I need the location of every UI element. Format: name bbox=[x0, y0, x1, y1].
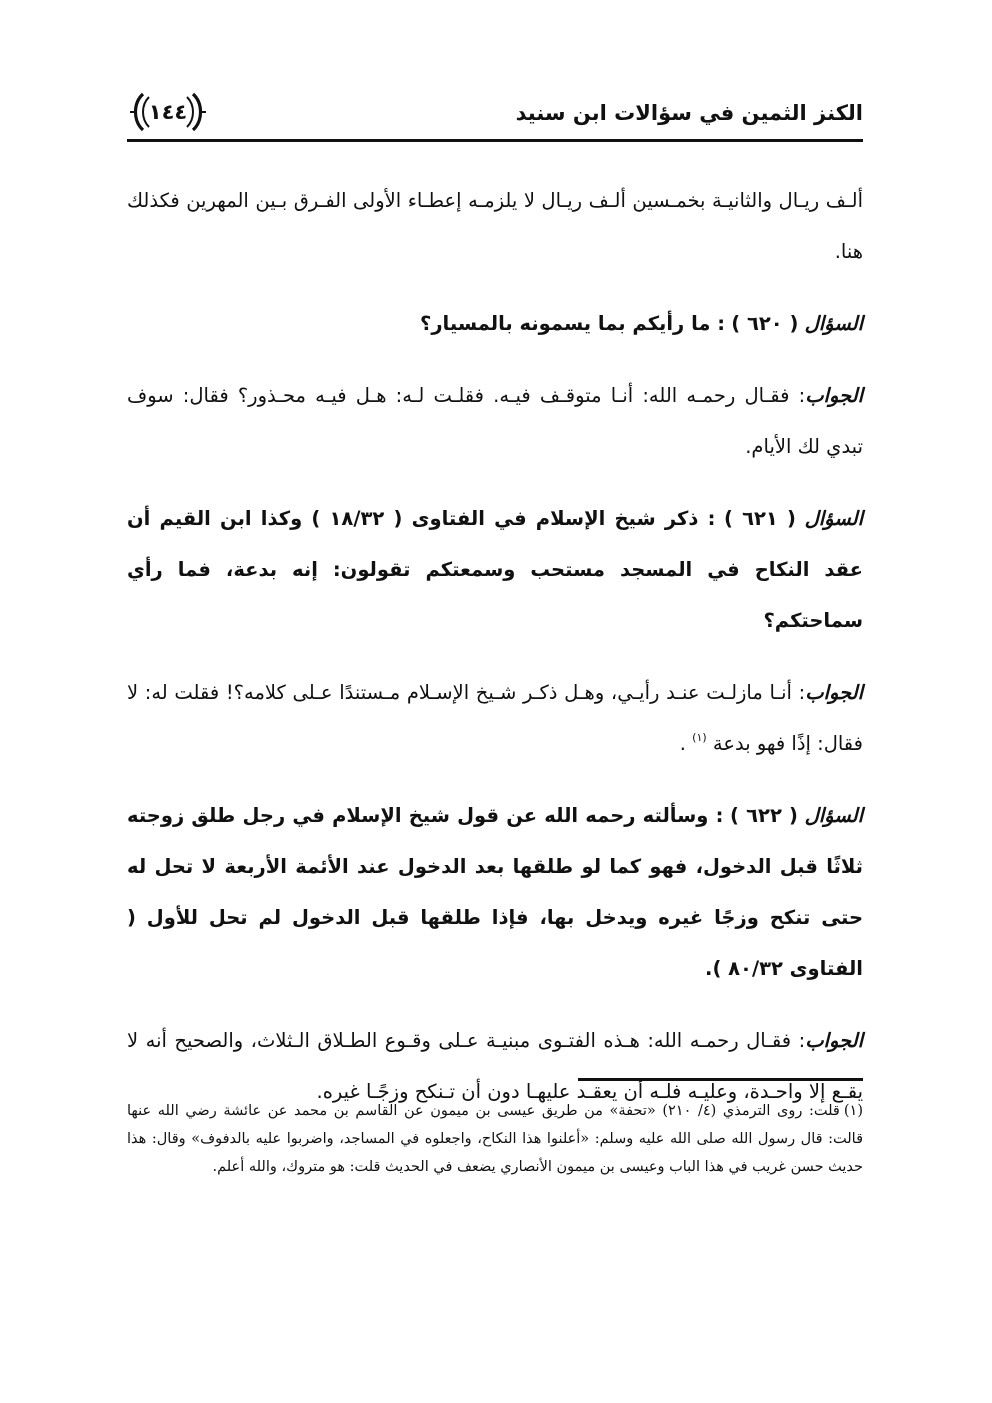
footnote-number: (١) bbox=[843, 1103, 863, 1119]
question-number: ( ٦٢٠ ) bbox=[731, 312, 799, 335]
question-number: ( ٦٢٢ ) bbox=[730, 804, 798, 827]
continuation-paragraph bbox=[127, 175, 863, 277]
footnote-reference[interactable]: (١) bbox=[692, 731, 707, 744]
answer-text-tail: . bbox=[679, 732, 686, 755]
page-number: ١٤٤ bbox=[148, 100, 188, 124]
footnote-text: قلت: روى الترمذي (٤/ ٢١٠) «تحفة» من طريق عيسى بن ميمون عن القاسم بن محمد عن عائشة رضي الله عنها قالت: قال رسول الله صلى الله عليه وسلم: «أعلنوا هذا النكاح، واجعلوه في المساجد، واضربوا عليه بالدفوف» وقال: هذا حديث حسن غريب في هذا الباب وعيسى بن ميمون الأنصاري يضعف في الحديث قلت: هو متروك، والله أعلم. bbox=[127, 1103, 863, 1175]
question-label: السؤال bbox=[804, 804, 864, 827]
question-text: : ذكر شيخ الإسلام في الفتاوى ( ١٨/٣٢ ) وكذا ابن القيم أن عقد النكاح في المسجد مستحب وسمعتكم تقولون: إنه بدعة، فما رأي سماحتكم؟ bbox=[127, 507, 863, 632]
page-header bbox=[127, 85, 863, 137]
footnotes bbox=[127, 1097, 863, 1181]
answer-620 bbox=[127, 370, 863, 472]
header-divider bbox=[127, 139, 863, 142]
question-620 bbox=[127, 298, 863, 349]
answer-621 bbox=[127, 667, 863, 769]
footnote-item bbox=[127, 1097, 863, 1181]
question-text: : وسألته رحمه الله عن قول شيخ الإسلام في رجل طلق زوجته ثلاثًا قبل الدخول، فهو كما لو طلقها بعد الدخول عند الأئمة الأربعة لا تحل له حتى تنكح وزجًا غيره ويدخل بها، فإذا طلقها قبل الدخول لم تحل للأول ( الفتاوى ٨٠/٣٢ ). bbox=[127, 804, 863, 980]
book-title: الكنز الثمين في سؤالات ابن سنيد bbox=[515, 101, 863, 125]
question-text: : ما رأيكم بما يسمونه بالمسيار؟ bbox=[420, 312, 726, 335]
answer-label: الجواب bbox=[805, 681, 863, 704]
answer-text: : أنـا مازلـت عنـد رأيـي، وهـل ذكـر شـيخ الإسـلام مـستندًا عـلى كلامه؟! فقلت له: لا فقال: إذًا فهو بدعة bbox=[127, 681, 863, 755]
answer-text: : فقـال رحمـه الله: أنـا متوقـف فيـه. فقلـت لـه: هـل فيـه محـذور؟ فقال: سوف تبدي لك الأيام. bbox=[127, 384, 863, 458]
question-622 bbox=[127, 790, 863, 994]
question-label: السؤال bbox=[804, 507, 864, 530]
answer-label: الجواب bbox=[805, 1029, 863, 1052]
paragraph-text: ألـف ريـال والثانيـة بخمـسين ألـف ريـال لا يلزمـه إعطـاء الأولى الفـرق بـين المهرين فكذلك هنا. bbox=[127, 189, 863, 263]
answer-label: الجواب bbox=[805, 384, 863, 407]
footnote-divider bbox=[578, 1078, 863, 1081]
question-number: ( ٦٢١ ) bbox=[724, 507, 796, 530]
page-number-badge bbox=[129, 91, 207, 133]
main-text bbox=[127, 175, 863, 1138]
answer-text: : فقـال رحمـه الله: هـذه الفتـوى مبنيـة عـلى وقـوع الطـلاق الـثلاث، والصحيح أنه لا يقـع إلا واحـدة، وعليـه فلـه أن يعقـد عليهـا دون أن تـنكح وزجًـا غيره. bbox=[127, 1029, 863, 1103]
question-621 bbox=[127, 493, 863, 646]
question-label: السؤال bbox=[804, 312, 863, 335]
